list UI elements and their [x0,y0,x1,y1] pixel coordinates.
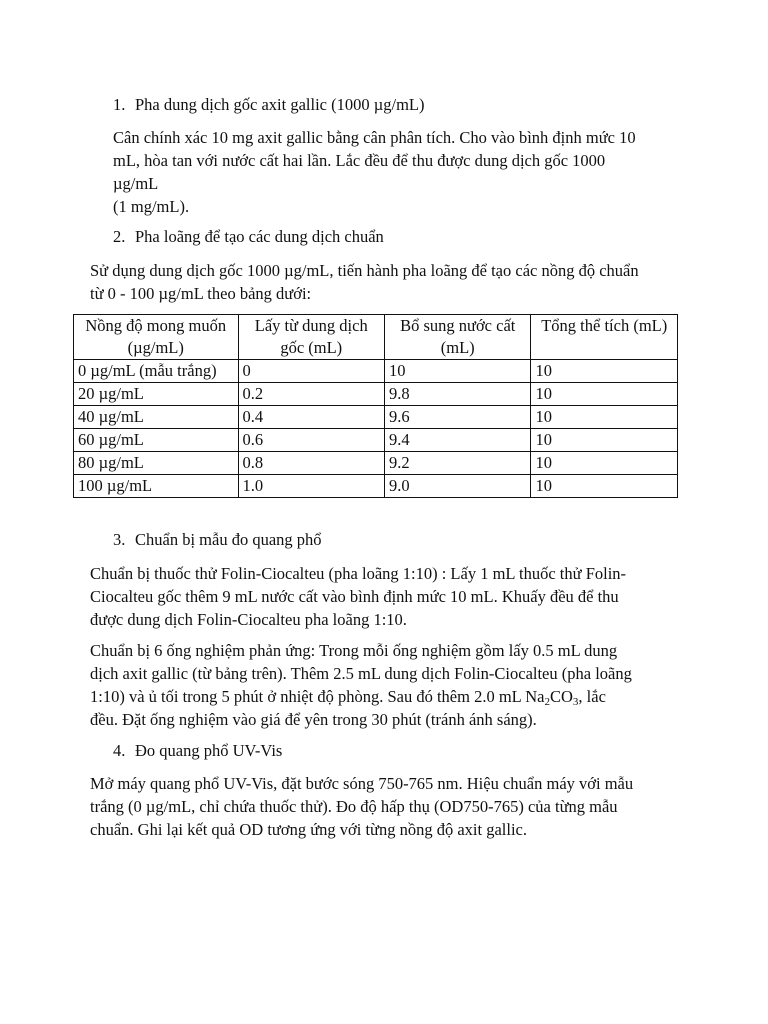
section-1-number: 1. [113,95,126,114]
table-header-cell: Nồng độ mong muốn (µg/mL) [74,315,239,360]
table-cell: 10 [531,406,678,429]
formula-subscript: 2 [544,696,550,708]
table-cell: 0.6 [238,429,384,452]
paragraph-line: Chuẩn bị 6 ống nghiệm phản ứng: Trong mỗi ống nghiệm gồm lấy 0.5 mL dung [90,641,618,660]
section-3-title: Chuẩn bị mẫu đo quang phổ [135,530,322,549]
formula-tail-text: , lắc [578,687,606,706]
table-cell: 10 [531,452,678,475]
table-row [74,452,678,475]
table-row [74,406,678,429]
section-3-number: 3. [113,530,126,549]
table-cell: 10 [531,475,678,498]
table-cell: 40 µg/mL [74,406,239,429]
section-1-paragraph [113,126,636,218]
table-cell: 9.0 [384,475,530,498]
table-cell: 10 [531,429,678,452]
paragraph-line: dịch axit gallic (từ bảng trên). Thêm 2.5 mL dung dịch Folin-Ciocalteu (pha loãng [90,664,632,683]
table-cell: 0 [238,360,384,383]
section-3-heading [113,528,322,551]
table-header-cell: Lấy từ dung dịch gốc (mL) [238,315,384,360]
section-1-heading [113,93,425,116]
paragraph-line: từ 0 - 100 µg/mL theo bảng dưới: [90,284,312,303]
section-2-number: 2. [113,227,126,246]
table-cell: 100 µg/mL [74,475,239,498]
table-row [74,475,678,498]
table-header-cell: Bổ sung nước cất (mL) [384,315,530,360]
table-cell: 0.2 [238,383,384,406]
section-4-title: Đo quang phổ UV-Vis [135,741,283,760]
section-2-title: Pha loãng để tạo các dung dịch chuẩn [135,227,384,246]
table-row [74,429,678,452]
paragraph-line-with-formula [90,685,632,708]
table-cell: 1.0 [238,475,384,498]
paragraph-line: (1 mg/mL). [113,197,190,216]
paragraph-line: được dung dịch Folin-Ciocalteu pha loãng 1:10. [90,610,407,629]
paragraph-line: đều. Đặt ống nghiệm vào giá để yên trong 30 phút (tránh ánh sáng). [90,710,537,729]
table-cell: 9.8 [384,383,530,406]
formula-subscript: 3 [572,696,579,708]
paragraph-line: µg/mL [113,174,159,193]
table-header-cell: Tổng thể tích (mL) [531,315,678,360]
table-cell: 10 [531,360,678,383]
dilution-table [73,314,678,498]
table-cell: 80 µg/mL [74,452,239,475]
section-4-heading [113,739,282,762]
section-2-heading [113,225,384,248]
paragraph-line: Sử dụng dung dịch gốc 1000 µg/mL, tiến hành pha loãng để tạo các nồng độ chuẩn [90,261,639,280]
table-cell: 0.8 [238,452,384,475]
table-cell: 0 µg/mL (mẫu trắng) [74,360,239,383]
table-header-row [74,315,678,360]
section-3-paragraph-1 [90,562,626,631]
paragraph-line: Chuẩn bị thuốc thử Folin-Ciocalteu (pha loãng 1:10) : Lấy 1 mL thuốc thử Folin- [90,564,627,583]
paragraph-line: Cân chính xác 10 mg axit gallic bằng cân phân tích. Cho vào bình định mức 10 [113,128,636,147]
paragraph-line: mL, hòa tan với nước cất hai lần. Lắc đều để thu được dung dịch gốc 1000 [113,151,606,170]
table-cell: 10 [384,360,530,383]
formula-prefix-text: 1:10) và ủ tối trong 5 phút ở nhiệt độ phòng. Sau đó thêm 2.0 mL Na [90,687,545,706]
table-cell: 9.6 [384,406,530,429]
table-cell: 10 [531,383,678,406]
paragraph-line: chuẩn. Ghi lại kết quả OD tương ứng với từng nồng độ axit gallic. [90,820,528,839]
table-cell: 60 µg/mL [74,429,239,452]
table-cell: 0.4 [238,406,384,429]
paragraph-line: trắng (0 µg/mL, chỉ chứa thuốc thử). Đo độ hấp thụ (OD750-765) của từng mẫu [90,797,618,816]
table-cell: 20 µg/mL [74,383,239,406]
table-cell: 9.4 [384,429,530,452]
section-1-title: Pha dung dịch gốc axit gallic (1000 µg/mL) [135,95,425,114]
table-row [74,360,678,383]
paragraph-line: Mở máy quang phổ UV-Vis, đặt bước sóng 750-765 nm. Hiệu chuẩn máy với mẫu [90,774,634,793]
paragraph-line: Ciocalteu gốc thêm 9 mL nước cất vào bình định mức 10 mL. Khuấy đều để thu [90,587,619,606]
formula-text: CO [549,687,573,706]
section-3-paragraph-2 [90,639,632,731]
table-cell: 9.2 [384,452,530,475]
section-4-paragraph [90,772,633,841]
table-row [74,383,678,406]
section-4-number: 4. [113,741,126,760]
section-2-paragraph [90,259,639,305]
